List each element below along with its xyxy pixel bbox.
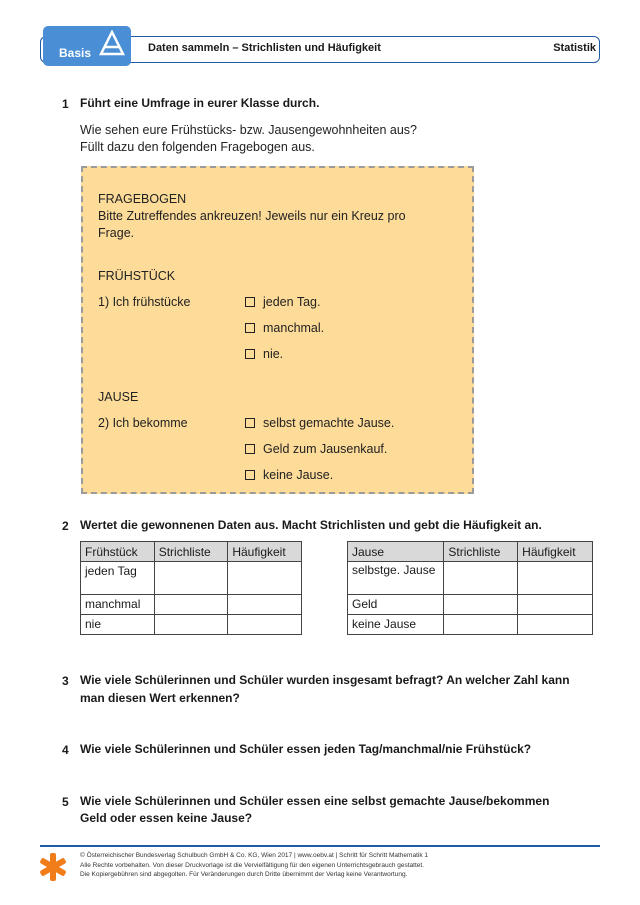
table-row [81,562,302,595]
frequency-cell[interactable] [228,562,302,595]
checkbox-nie[interactable] [245,349,255,359]
task-2-number: 2 [62,519,69,533]
tally-cell[interactable] [444,562,518,595]
section-jause: JAUSE [98,390,139,404]
tally-cell[interactable] [154,595,228,615]
table-header-row [81,542,302,562]
task-3-line-2: man diesen Wert erkennen? [80,691,240,705]
row-label: keine Jause [348,615,444,635]
triangle-icon [99,30,125,60]
task-4-number: 4 [62,743,69,757]
task-2-title: Wertet die gewonnenen Daten aus. Macht Strichlisten und gebt die Häufigkeit an. [80,518,542,532]
table-header-cell: Häufigkeit [228,542,302,562]
option-nie: nie. [263,347,284,361]
task-5-number: 5 [62,795,69,809]
table-row [348,595,593,615]
table-header-cell: Häufigkeit [518,542,593,562]
copyright-notice [80,851,428,880]
worksheet-topic: Statistik [553,42,596,54]
worksheet-title: Daten sammeln – Strichlisten und Häufigkeit [148,42,381,54]
row-label: jeden Tag [81,562,155,595]
frequency-cell[interactable] [518,615,593,635]
frequency-cell[interactable] [228,595,302,615]
row-label: selbstge. Jause [348,562,444,595]
level-badge [43,26,131,66]
table-row [348,562,593,595]
table-header-cell: Jause [348,542,444,562]
tally-cell[interactable] [444,595,518,615]
section-fruehstueck: FRÜHSTÜCK [98,269,176,283]
task-1-title: Führt eine Umfrage in eurer Klasse durch. [80,96,320,110]
question-2-label: 2) Ich bekomme [98,416,188,430]
task-1-line-1: Wie sehen eure Frühstücks- bzw. Jausengewohnheiten aus? [80,123,417,137]
row-label: nie [81,615,155,635]
fruehstueck-table [80,541,302,635]
tally-cell[interactable] [154,562,228,595]
questionnaire-instruction-1: Bitte Zutreffendes ankreuzen! Jeweils nur ein Kreuz pro [98,209,406,223]
checkbox-geld[interactable] [245,444,255,454]
task-5-line-2: Geld oder essen keine Jause? [80,811,253,825]
footer-divider [40,845,600,847]
questionnaire-instruction-2: Frage. [98,226,135,240]
task-1-line-2: Füllt dazu den folgenden Fragebogen aus. [80,140,315,154]
frequency-cell[interactable] [518,595,593,615]
option-selbst-gemachte-jause: selbst gemachte Jause. [263,416,395,430]
row-label: Geld [348,595,444,615]
question-1-label: 1) Ich frühstücke [98,295,191,309]
table-row [348,615,593,635]
footer-line-3: Die Kopiergebühren sind abgegolten. Für Veränderungen durch Dritte übernimmt der Verlag keine Verantwortung. [80,871,408,878]
table-header-cell: Frühstück [81,542,155,562]
publisher-logo-icon [40,853,66,881]
footer-line-2: Alle Rechte vorbehalten. Von dieser Druckvorlage ist die Vervielfältigung für den eigenen Unterrichtsgebrauch gestattet. [80,861,424,869]
checkbox-manchmal[interactable] [245,323,255,333]
option-geld: Geld zum Jausenkauf. [263,442,388,456]
tally-cell[interactable] [154,615,228,635]
option-manchmal: manchmal. [263,321,325,335]
option-keine-jause: keine Jause. [263,468,334,482]
row-label: manchmal [81,595,155,615]
frequency-cell[interactable] [228,615,302,635]
checkbox-jeden-tag[interactable] [245,297,255,307]
table-header-cell: Strichliste [444,542,518,562]
jause-table [347,541,593,635]
checkbox-keine-jause[interactable] [245,470,255,480]
frequency-cell[interactable] [518,562,593,595]
tally-cell[interactable] [444,615,518,635]
task-3-line-1: Wie viele Schülerinnen und Schüler wurden insgesamt befragt? An welcher Zahl kann [80,673,570,687]
table-row [81,615,302,635]
task-1-number: 1 [62,97,69,111]
table-header-cell: Strichliste [154,542,228,562]
task-5-line-1: Wie viele Schülerinnen und Schüler essen eine selbst gemachte Jause/bekommen [80,794,550,808]
table-header-row [348,542,593,562]
questionnaire-box [81,166,474,494]
footer-line-1: © Österreichischer Bundesverlag Schulbuch GmbH & Co. KG, Wien 2017 | www.oebv.at | Schritt für Schritt Mathematik 1 [80,852,428,859]
checkbox-selbst-gemachte-jause[interactable] [245,418,255,428]
option-jeden-tag: jeden Tag. [263,295,321,309]
questionnaire-heading: FRAGEBOGEN [98,192,187,206]
table-row [81,595,302,615]
task-4-line-1: Wie viele Schülerinnen und Schüler essen jeden Tag/manchmal/nie Frühstück? [80,742,532,756]
task-3-number: 3 [62,674,69,688]
badge-label: Basis [59,46,92,60]
